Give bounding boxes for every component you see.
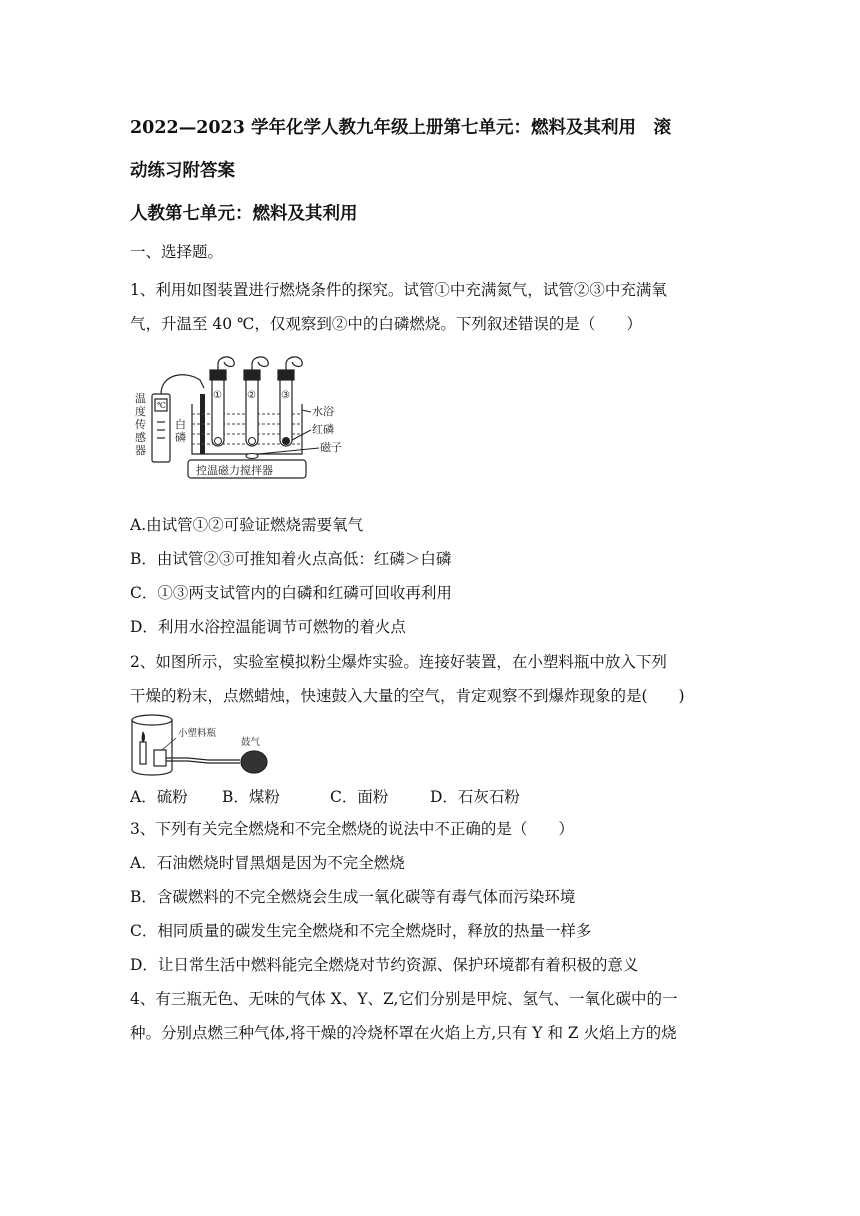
q2-option-a: A．硫粉 (130, 788, 188, 806)
q1-stem-line-1: 1、利用如图装置进行燃烧条件的探究。试管①中充满氮气，试管②③中充满氧 (130, 281, 667, 299)
tube-number-1: ① (213, 390, 222, 401)
q3-option-b: B．含碳燃料的不完全燃烧会生成一氧化碳等有毒气体而污染环境 (130, 888, 576, 906)
red-phosphorus-3 (282, 437, 290, 445)
air-pump-label: 鼓气 (241, 737, 261, 748)
doc-subtitle: 人教第七单元：燃料及其利用 (130, 204, 358, 224)
q1-option-d: D．利用水浴控温能调节可燃物的着火点 (130, 618, 406, 636)
red-phosphorus-label: 红磷 (312, 423, 334, 436)
q1-option-c: C．①③两支试管内的白磷和红磷可回收再利用 (130, 584, 452, 602)
q1-option-a: A.由试管①②可验证燃烧需要氧气 (130, 516, 364, 534)
sensor-label-char: 器 (135, 444, 146, 457)
white-phosphorus-2 (249, 438, 256, 445)
q2-dust-explosion-figure (128, 712, 288, 780)
q1-apparatus-figure (130, 352, 360, 480)
sensor-label-char: 传 (135, 418, 146, 431)
q1-stem-line-2: 气，升温至 40 ℃，仅观察到②中的白磷燃烧。下列叙述错误的是（ ） (130, 315, 642, 333)
tube-number-3: ③ (281, 390, 290, 401)
q2-options (130, 790, 520, 806)
q2-option-d: D．石灰石粉 (430, 788, 520, 806)
test-tubes (210, 357, 302, 446)
white-phosphorus-label: 白 (175, 418, 186, 431)
q2-stem-line-2: 干燥的粉末，点燃蜡烛，快速鼓入大量的空气，肯定观察不到爆炸现象的是( ) (130, 687, 685, 705)
q1-option-b: B．由试管②③可推知着火点高低：红磷＞白磷 (130, 550, 452, 568)
q2-stem-line-1: 2、如图所示，实验室模拟粉尘爆炸实验。连接好装置，在小塑料瓶中放入下列 (130, 653, 667, 671)
stir-bar (246, 454, 258, 459)
sensor-label-char: 温 (135, 392, 146, 405)
q4-stem-line-2: 种。分别点燃三种气体,将干燥的冷烧杯罩在火焰上方,只有 Y 和 Z 火焰上方的烧 (130, 1024, 677, 1042)
q2-option-b: B．煤粉 (222, 788, 280, 806)
q2-option-c: C．面粉 (330, 788, 389, 806)
magnet-label: 磁子 (320, 441, 342, 454)
section-heading: 一、选择题。 (130, 243, 224, 261)
q3-option-d: D．让日常生活中燃料能完全燃烧对节约资源、保护环境都有着积极的意义 (130, 956, 639, 974)
sensor-label-char: 感 (135, 431, 146, 444)
q3-option-a: A．石油燃烧时冒黑烟是因为不完全燃烧 (130, 854, 405, 872)
white-phosphorus-label: 磷 (175, 431, 186, 444)
doc-title-line-1: 2022—2023 学年化学人教九年级上册第七单元：燃料及其利用 滚 (130, 118, 672, 138)
q4-stem-line-1: 4、有三瓶无色、无味的气体 X、Y、Z,它们分别是甲烷、氢气、一氧化碳中的一 (130, 990, 678, 1008)
water-bath-label: 水浴 (312, 405, 334, 418)
q3-option-c: C．相同质量的碳发生完全燃烧和不完全燃烧时，释放的热量一样多 (130, 922, 592, 940)
stirrer-label: 控温磁力搅拌器 (196, 464, 273, 477)
q3-stem: 3、下列有关完全燃烧和不完全燃烧的说法中不正确的是（ ） (130, 820, 574, 838)
doc-title-line-2: 动练习附答案 (130, 161, 235, 181)
white-phosphorus-1 (215, 438, 222, 445)
plastic-bottle-label: 小塑料瓶 (178, 728, 217, 739)
temp-unit-label: ℃ (157, 401, 166, 410)
tube-number-2: ② (247, 390, 256, 401)
sensor-label-char: 度 (135, 405, 146, 418)
